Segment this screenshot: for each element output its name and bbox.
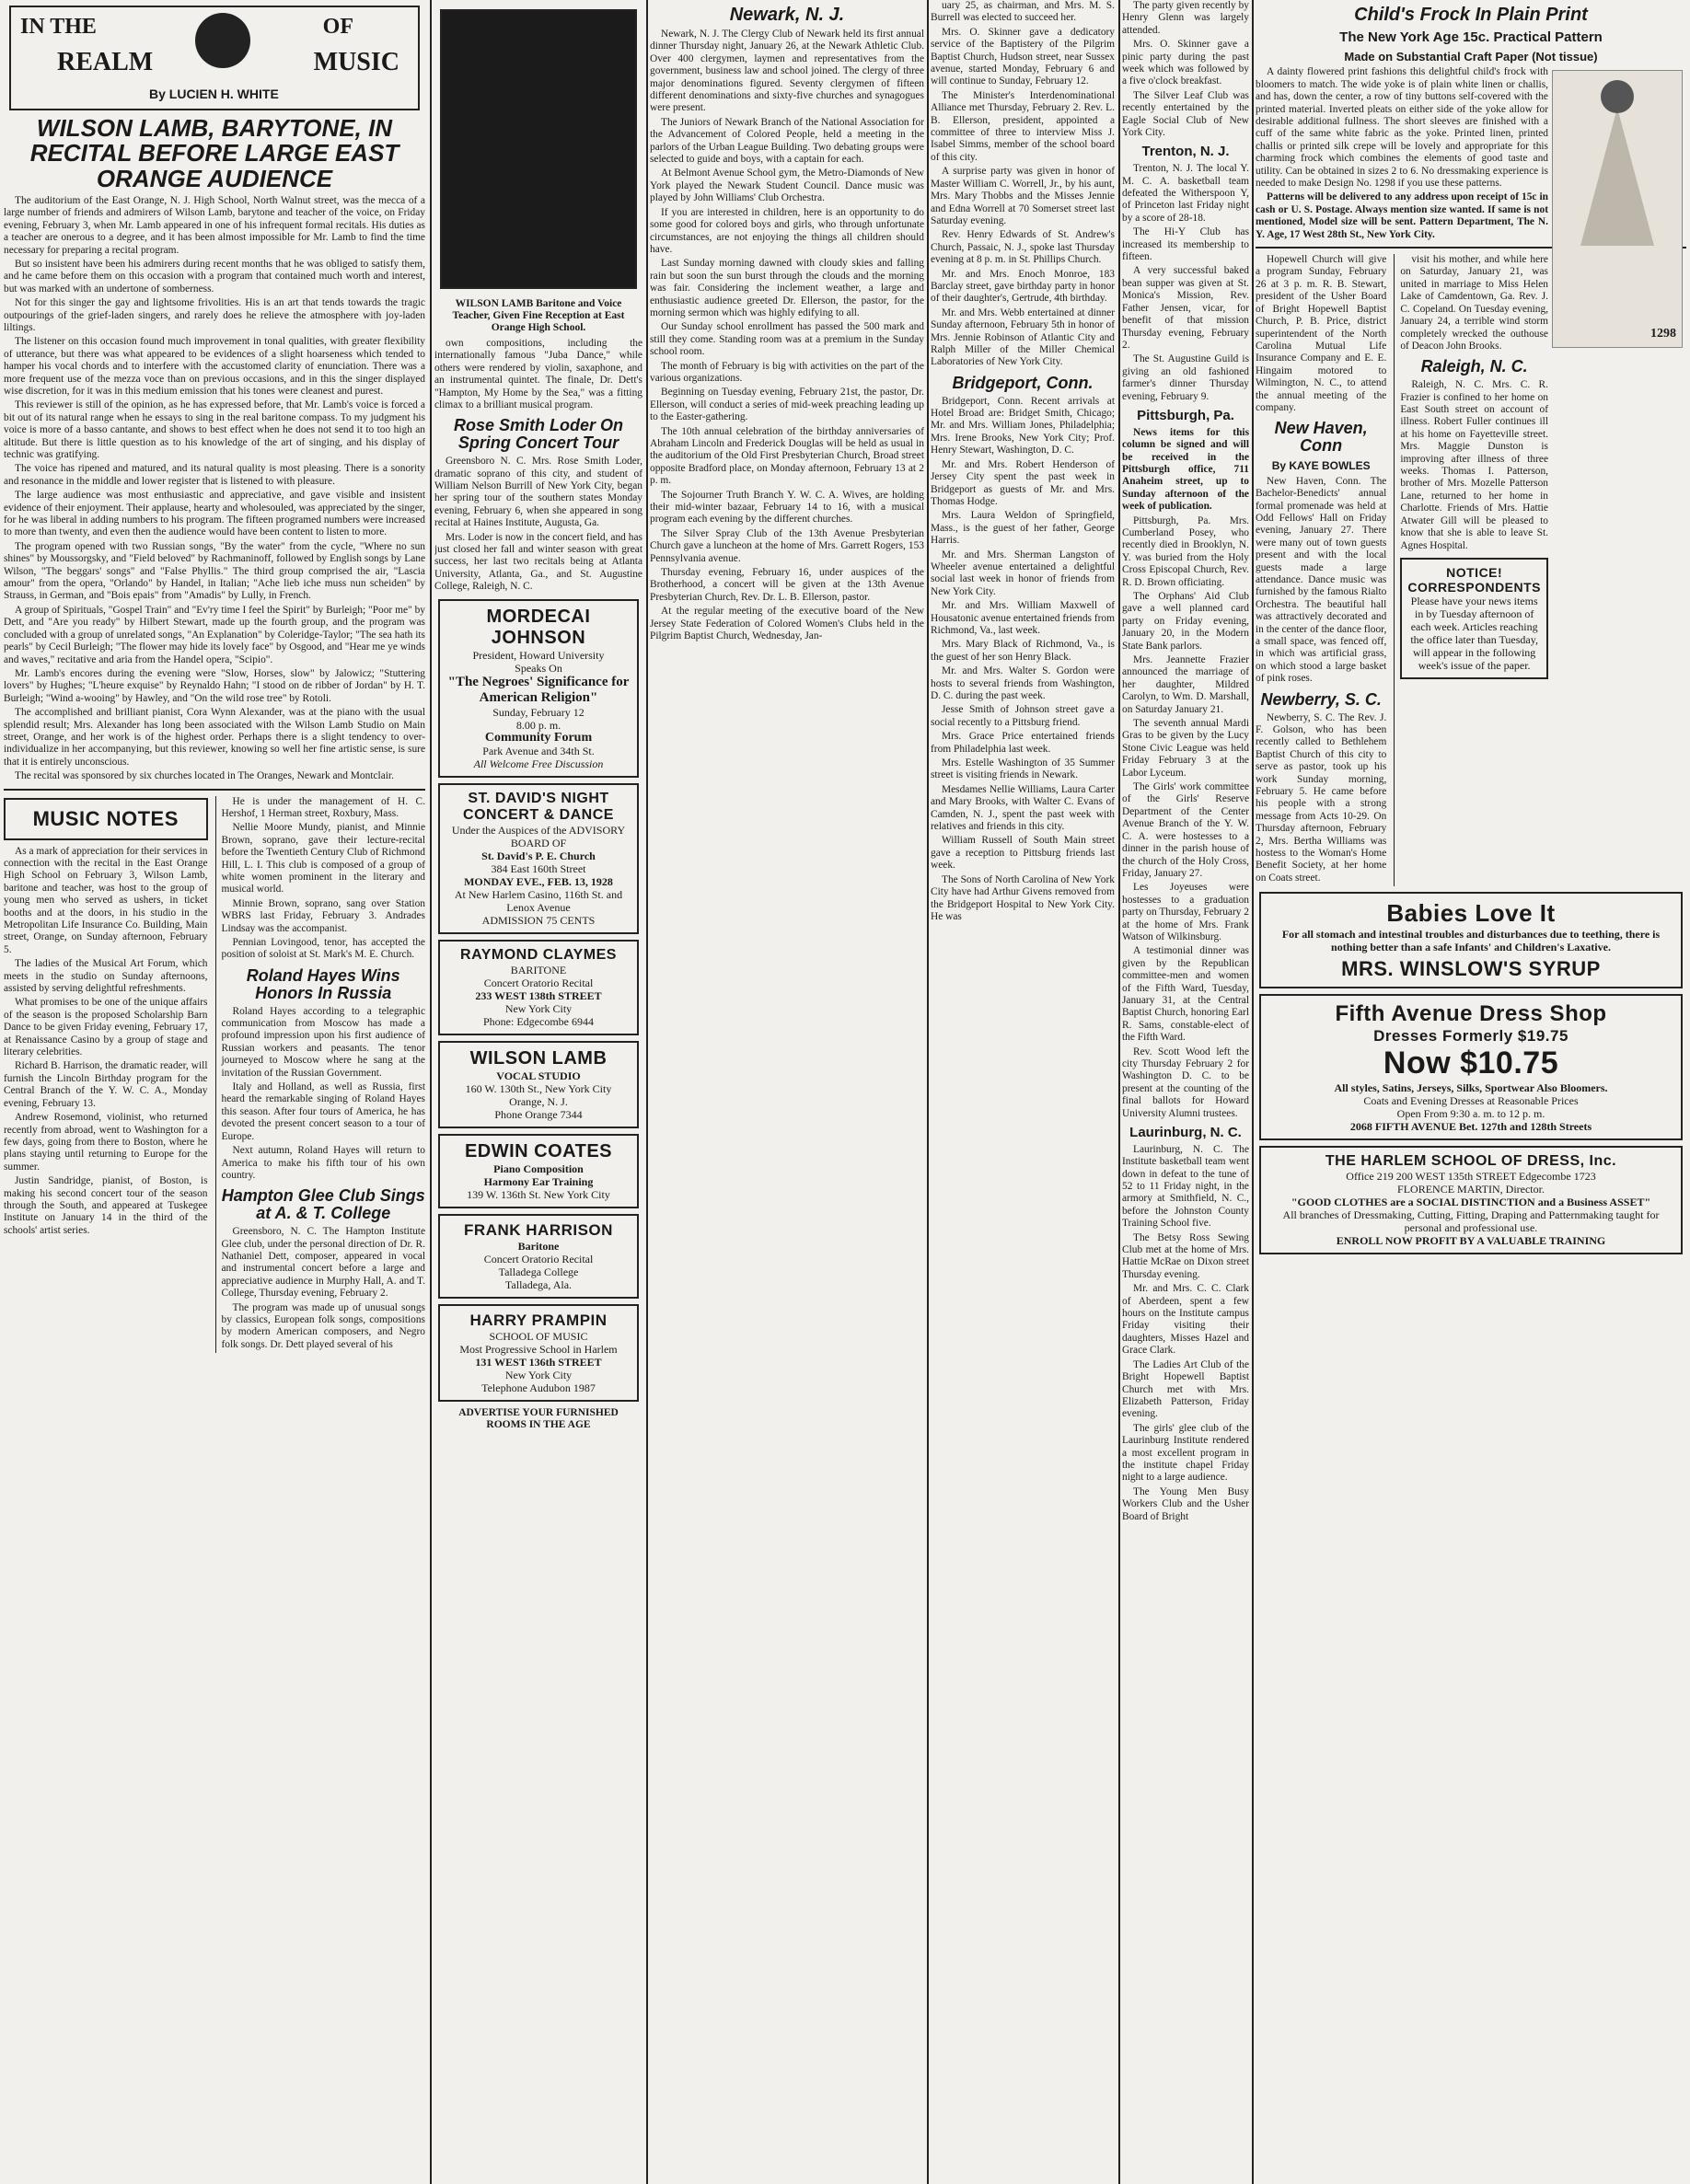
paragraph: Mr. and Mrs. C. C. Clark of Aberdeen, spent a few hours on the Institute campus Friday visiting their daughters, Misses Hazel and Grace Clark. [1122,1283,1249,1357]
paragraph: Newark, N. J. The Clergy Club of Newark held its first annual dinner Thursday night, January 26, at the Newark Athletic Club. Over 400 clergymen, laymen and representatives from the government, business law and school joined. The clergy of three major denominations figured. Seventy clergymen of fifteen different denominations and sixty-five churches and synagogues were present. [650,29,924,114]
paragraph: Rev. Scott Wood left the city Thursday February 2 for Washington D. C. to be present at the counting of the final ballots for Howard University Alumni trustees. [1122,1046,1249,1119]
headline: WILSON LAMB, BARYTONE, IN RECITAL BEFORE LARGE EAST ORANGE AUDIENCE [29,114,399,192]
section-heading: Pittsburgh, Pa. [1137,407,1234,423]
ad-title: HARRY PRAMPIN [469,1311,608,1329]
paragraph: The Sojourner Truth Branch Y. W. C. A. Wives, are holding their mid-winter bazaar, February 14 to 16, with a musical program each evening by the different churches. [650,489,924,526]
paragraph: Mr. and Mrs. William Maxwell of Housatonic avenue entertained friends from Richmond, Va., last week. [931,600,1115,636]
ad-title: FRANK HARRISON [464,1220,613,1239]
paragraph: If you are interested in children, here is an opportunity to do some good for colored boys and girls, who through unfortunate circumstances, are not enjoying the things all children should have. [650,206,924,255]
ad-title: WILSON LAMB [469,1047,608,1069]
ad-topic: "The Negroes' Significance for American Religion" [447,674,630,705]
paragraph: At Belmont Avenue School gym, the Metro-Diamonds of New York played the Newark Student Council. Dance music was played by John Williams' Club Orchestra. [650,168,924,204]
ad-line: Concert Oratorio Recital [483,976,594,989]
masthead-word: IN THE [20,15,97,39]
paragraph: own compositions, including the internationally famous "Juba Dance," while others were rendered by violin, saxaphone, and an instrumental quintet. The finale, Dr. Dett's "Hampton, My Home by the Sea," was a fitting climax to a brilliant musical program. [434,338,642,411]
paragraph: A testimonial dinner was given by the Republican committee-men and women of the Fifth Ward, Tuesday, January 31, at the Central Baptist Church, honoring Earl R. Sams, constable-elect of the Fifth Ward. [1122,945,1249,1044]
column-bridgeport [931,0,1115,2184]
masthead-realm-of-music [9,6,420,110]
ad-line: Coats and Evening Dresses at Reasonable Prices [1363,1094,1579,1108]
paragraph: Greensboro, N. C. The Hampton Institute Glee club, under the personal direction of Dr. R. Nathaniel Dett, composer, appeared in vocal and instrumental concert before a large and appreciative audience in Murphy Hall, A. and T. College, Thursday evening, February 2. [221,1226,425,1300]
ad-line: Orange, N. J. [509,1094,568,1108]
ad-price-was: Dresses Formerly $19.75 [1373,1027,1568,1046]
ad-line: Most Progressive School in Harlem [459,1342,618,1356]
paragraph: Mrs. O. Skinner gave a dedicatory service of the Baptistery of the Pilgrim Baptist Church, Hudson street, near Sussex avenue, started Monday, February 6 and will continue to Sunday, February 12. [931,26,1115,87]
paragraph: The Minister's Interdenominational Alliance met Thursday, February 2. Rev. L. B. Ellerson, president, appointed a committee of three to interview Miss J. Isabel Simms, member of the school board of this city. [931,89,1115,163]
ad-title: CONCERT & DANCE [463,806,614,823]
byline: By LUCIEN H. WHITE [149,87,279,101]
ad-line: ENROLL NOW PROFIT BY A VALUABLE TRAINING [1336,1234,1606,1248]
editor-note: News items for this column be signed and will be received in the Pittsburgh office, 711 Anaheim street, up to Sunday afternoon of the week of publication. [1122,426,1249,513]
paragraph: The Silver Spray Club of the 13th Avenue Presbyterian Church gave a luncheon at the home of Mrs. Garrett Rogers, 153 Pennsylvania avenue. [650,527,924,564]
paragraph: The voice has ripened and matured, and its natural quality is most pleasing. There is a sonority and resonance in the middle and lower register that is listened to with pleasure. [4,463,425,487]
paragraph: At the regular meeting of the executive board of the New Jersey State Federation of Colored Women's Clubs held in the Pilgrim Baptist Church, Wednesday, Jan- [650,606,924,642]
notice-text: Please have your news items in by Tuesday afternoon of each week. Articles reaching the office later than Tuesday, will appear in the following week's issue of the paper. [1410,594,1538,672]
column-trenton-pittsburgh [1122,0,1249,2184]
section-heading: New Haven, Conn [1274,419,1368,456]
ad-harry-prampin [438,1304,639,1402]
ad-line: All Welcome Free Discussion [473,757,604,770]
section-heading: Rose Smith Loder On Spring Concert Tour [453,416,624,453]
paragraph: Italy and Holland, as well as Russia, first heard the remarkable singing of Roland Hayes this season. After four tours of America, he has devoted the present concert season to a tour of Europe. [221,1081,425,1142]
pattern-paper-note: Made on Substantial Craft Paper (Not tissue) [1344,49,1598,64]
paragraph: This reviewer is still of the opinion, as he has expressed before, that Mr. Lamb's voice is forced a bit out of its natural range when he essays to sing in the real baritone compass. To my judgment his voice is more of a basso cantante, and shows to best effect when he does not send it to too high an altitude. But there is little question as to his knowledge of the art of singing, and his display of technic was gratifying. [4,399,425,461]
ad-line: 131 WEST 136th STREET [475,1355,602,1369]
section-heading: Newberry, S. C. [1260,689,1382,709]
paragraph: Mrs. Loder is now in the concert field, and has just closed her fall and winter season with great success, her last two recitals being at Atlanta University, Atlanta, Ga., and St. Augustine College, Raleigh, N. C. [434,531,642,593]
paragraph: A group of Spirituals, "Gospel Train" and "Ev'ry time I feel the Spirit" by Burleigh; "Poor me" by Dett, and "Are you ready" by Hilbert Stewart, made up the fourth group, and the program was concluded with a group of unrelated songs, "An Explanation" by Coleridge-Taylor; "The sea hath its pearls" by Cecil Burleigh; "The flower may hide its lovely face" by Osgood, and "Hear me ye winds and waves," recitative and aria from the Handel opera, "Scipio". [4,604,425,665]
ad-line: Phone Orange 7344 [494,1107,583,1121]
ad-line: New York City [504,1368,573,1381]
ad-line: FLORENCE MARTIN, Director. [1397,1183,1545,1196]
ad-line: Harmony Ear Training [483,1174,594,1188]
ad-line: For all stomach and intestinal troubles and disturbances due to teething, there is nothing better than a safe Infants' and Children's Laxative. [1281,928,1661,954]
ad-line: 233 WEST 138th STREET [475,988,602,1002]
ad-brand: MRS. WINSLOW'S SYRUP [1341,957,1601,981]
paragraph: The Ladies Art Club of the Bright Hopewell Baptist Church met with Mrs. Elizabeth Patterson, Friday evening. [1122,1358,1249,1420]
paragraph: Pennian Lovingood, tenor, has accepted the position of soloist at St. Mark's M. E. Church. [221,937,425,961]
paragraph: New Haven, Conn. The Bachelor-Benedicts' annual formal promenade was held at Odd Fellows' Hall on Friday evening, January 27. There were many out of town guests present and with the local guests made a large attendance. Dance music was furnished by the famous Rialto Orchestra. The beautiful hall was attractively decorated and in the center of the dance floor, a small space, was fenced off, in which was artificial grass, on which stood a large basket of pink roses. [1256,475,1387,685]
paragraph: The Sons of North Carolina of New York City have had Arthur Givens removed from the Bridgeport Hospital to New York City. He was [931,873,1115,922]
ad-line: Phone: Edgecombe 6944 [483,1014,594,1028]
ad-line: Park Avenue and 34th St. [482,744,595,757]
ad-line: Concert Oratorio Recital [483,1252,594,1265]
notice-heading: NOTICE! CORRESPONDENTS [1407,564,1542,595]
article-body [4,195,425,783]
paragraph: William Russell of South Main street gave a reception to Pittsburg friends last week. [931,835,1115,872]
masthead-word: MUSIC [313,48,399,76]
ad-raymond-claymes [438,940,639,1035]
ad-line: 384 East 160th Street [491,861,586,875]
paragraph: Jesse Smith of Johnson street gave a social recently to a Pittsburg friend. [931,704,1115,728]
ad-line: Talladega, Ala. [504,1277,573,1291]
column-rule [1252,0,1254,2184]
paragraph: The ladies of the Musical Art Forum, which meets in the studio on Sunday afternoons, assisted by serving delightful refreshments. [4,958,208,995]
ad-st-davids [438,783,639,934]
paragraph: The Girls' work committee of the Girls' Reserve Department of the Center Avenue Branch of the Y. W. C. A. were hostesses to a dinner in the parish house of the church of the Holy Cross, Friday, January 27. [1122,781,1249,879]
paragraph: He is under the management of H. C. Hershof, 1 Herman street, Roxbury, Mass. [221,795,425,819]
paragraph: But so insistent have been his admirers during recent months that he was obliged to satisfy them, and he came before them on this occasion with a program that contained much worth and interest, but was marked with an undertone of somberness. [4,258,425,295]
column-rule [1118,0,1120,2184]
ad-line: Baritone [517,1239,560,1253]
paragraph: Mrs. Jeannette Frazier announced the marriage of her daughter, Mildred Carolyn, to Wm. D. Marshall, on Saturday January 21. [1122,654,1249,715]
paragraph: Mrs. Mary Black of Richmond, Va., is the guest of her son Henry Black. [931,639,1115,663]
paragraph: Greensboro N. C. Mrs. Rose Smith Loder, dramatic soprano of this city, and student of William Nelson Burrill of New York City, began her spring tour of the southern states Monday evening, February 6, when she appeared in song recital at Haines Institute, Augusta, Ga. [434,456,642,529]
ad-line: MONDAY EVE., FEB. 13, 1928 [464,874,613,888]
paragraph: The Orphans' Aid Club gave a well planned card party on Friday evening, January 20, in the Modern State Bank parlors. [1122,590,1249,652]
paragraph: As a mark of appreciation for their services in connection with the recital in the East Orange High School on February 3, Wilson Lamb, baritone and teacher, was host to the group of young men who served as ushers, in ticket booths and at the doors, in his studio in the Metropolitan Life Insurance Co. Building, Main street, Orange, on Sunday afternoon, February 5. [4,845,208,955]
notice-box [1400,558,1548,679]
divider [4,789,425,791]
paragraph: The 10th annual celebration of the birthday anniversaries of Abraham Lincoln and Frederick Douglas will be held as usual in the auditorium of the Old First Presbyterian Church, Broad street opposite Bradford place, on Monday afternoon, February 13 at 2 p. m. [650,425,924,487]
photo-caption: WILSON LAMB Baritone and Voice Teacher, Given Fine Reception at East Orange High School. [452,298,625,333]
section-heading: Newark, N. J. [729,5,845,25]
paragraph: The listener on this occasion found much improvement in tonal qualities, with greater flexibility of utterance, but there was what appeared to be evidences of a slight hoarseness which tended to hamper his vocal chords and to interfere with the accustomed clarity of enunciation. There was a more frequent use of the mezza voce than on previous occasions, and in this the singer displayed wise discretion, for it was in this medium emission that his tones were cleanest and purest. [4,336,425,397]
section-heading: MUSIC NOTES [32,806,179,830]
paragraph: Mr. Lamb's encores during the evening were "Slow, Horses, slow" by Jalowicz; "Stuttering lovers" by Hughes; "L'heure exquise" by Reynaldo Hahn; "I stood on de ribber of Jordan" by H. T. Burleigh; "Wind a-wooing" by Hawley, and "On the wild rose tree" by Rotoli. [4,667,425,704]
ad-edwin-coates [438,1134,639,1208]
masthead-ornament-icon [195,13,250,68]
pattern-subheading: The New York Age 15c. Practical Pattern [1339,29,1603,45]
column-pattern-ads [1256,0,1686,2184]
ad-line: St. David's P. E. Church [481,849,596,862]
paragraph: Richard B. Harrison, the dramatic reader, will furnish the Lincoln Birthday program for the Central Branch of the Y. W. C. A., Monday evening, February 13. [4,1060,208,1109]
paragraph: The Silver Leaf Club was recently entertained by the Eagle Social Club of New York City. [1122,89,1249,139]
paragraph: Mr. and Mrs. Enoch Monroe, 183 Barclay street, gave birthday party in honor of their daughter's, Gertrude, 4th birthday. [931,268,1115,305]
ad-line: 2068 FIFTH AVENUE Bet. 127th and 128th Streets [1349,1120,1592,1134]
paragraph: Mr. and Mrs. Webb entertained at dinner Sunday afternoon, February 5th in honor of Mrs. Jennie Robinson of Atlantic City and Ralph Miller of the Miller Chemical Laboratories of New York City. [931,306,1115,368]
ad-title: Babies Love It [1386,899,1556,928]
paragraph: The Juniors of Newark Branch of the National Association for the Advancement of Colored People, held a meeting in the parlors of the Urban League Building. Two debating groups were selected to guide and boys, with a captain for each. [650,116,924,166]
music-notes-heading-box [4,798,208,840]
section-heading: Laurinburg, N. C. [1129,1125,1242,1141]
ad-frank-harrison [438,1214,639,1299]
paragraph: Newberry, S. C. The Rev. J. F. Golson, who has been recently called to Bethlehem Baptist Church of this city to serve as pastor, took up his work Sunday morning, February 5. He came before his people with a strong message from Acts 10-29. On Thursday afternoon, February 2, Mrs. Bertha Williams was hostess to the Woman's Home Benefit Society, at her home on Coats street. [1256,711,1387,884]
paragraph: Mr. and Mrs. Walter S. Gordon were hosts to several friends from Washington, D. C. during the past week. [931,665,1115,702]
ad-mordecai-johnson [438,599,639,778]
paragraph: The recital was sponsored by six churches located in The Oranges, Newark and Montclair. [15,770,394,782]
ad-line: Sunday, February 12 [492,705,585,719]
ad-wilson-lamb [438,1041,639,1128]
paragraph: Rev. Henry Edwards of St. Andrew's Church, Passaic, N. J., spoke last Thursday evening at 8 p. m. in St. Phillips Church. [931,229,1115,266]
paragraph: uary 25, as chairman, and Mrs. M. S. Burrell was elected to succeed her. [931,0,1115,24]
paragraph: Mrs. Estelle Washington of 35 Summer street is visiting friends in Newark. [931,757,1115,781]
paragraph: A surprise party was given in honor of Master William C. Worrell, Jr., by his aunt, Mrs. Mary Thobbs and the Misses Jennie and Edna Worrell at 70 Somerset street last Saturday evening. [931,166,1115,226]
paragraph: visit his mother, and while here on Saturday, January 21, was united in marriage to Miss Helen Lake of Camdentown, Ga. Rev. J. C. Copeland. On Tuesday evening, January 24, a terrible wind storm completely wrecked the outhouse of Deacon John Brooks. [1400,254,1548,352]
paragraph: The month of February is big with activities on the part of the various organizations. [650,360,924,384]
ad-title: RAYMOND CLAYMES [460,946,617,963]
paragraph: The party given recently by Henry Glenn was largely attended. [1122,0,1249,36]
ad-line: At New Harlem Casino, 116th St. and Lenox Avenue [454,887,623,914]
paragraph: Justin Sandridge, pianist, of Boston, is making his second concert tour of the season through the South, and appeared at Tuskegee Institute on January 14 in the third of the schools' artist series. [4,1175,208,1236]
paragraph: Minnie Brown, soprano, sang over Station WBRS last Friday, February 3. Andrades Lindsay was the accompanist. [221,897,425,934]
paragraph: Les Joyeuses were hostesses to a graduation party on Thursday, February 2 at the home of Mrs. Frank Watson of Wilkinsburg. [1122,882,1249,942]
ad-line: Under the Auspices of the ADVISORY BOARD OF [451,823,626,849]
advertise-notice: ADVERTISE YOUR FURNISHED ROOMS IN THE AGE [458,1406,619,1430]
column-rule [927,0,929,2184]
pattern-description: A dainty flowered print fashions this delightful child's frock with bloomers to match. The wide yoke is of plain white linen or challis, and has, down the center, a row of tiny buttons self-covered with the printed material. Inverted pleats on either side of the yoke allow for desirable additional fullness. The short sleeves are finished with a cuff of the same white fabric as the yoke. Printed linen, printed challis or printed silk crepe will be lovely and appropriate for this charming frock which combines the elements of good taste and utility. Can be obtained in sizes 2 to 6. No dressmaking experience is needed to make Design No. 1298 if you use these patterns. [1256,66,1548,190]
paragraph: Beginning on Tuesday evening, February 21st, the pastor, Dr. Ellerson, will conduct a series of mid-week preaching leading up to the Easter-gathering. [650,387,924,423]
paragraph: Laurinburg, N. C. The Institute basketball team went down in defeat to the tune of 52 to 11 Friday night, in the armory at Smithfield, N. C., before the Johnston County Training School five. [1122,1143,1249,1230]
paragraph: The Hi-Y Club has increased its membership to fifteen. [1122,226,1249,263]
paragraph: Andrew Rosemond, violinist, who returned recently from abroad, went to Washington for a few days, going from there to Boston, where he plans staying until returning to Europe for the summer. [4,1112,208,1173]
paragraph: The Betsy Ross Sewing Club met at the home of Mrs. Hattie McRae on Dixon street Thursday evening. [1122,1231,1249,1280]
ad-line: 160 W. 130th St., New York City [465,1081,612,1095]
ad-fifth-avenue-dress-shop [1259,994,1683,1140]
paragraph: Mesdames Nellie Williams, Laura Carter and Mary Brooks, with Walter C. Evans of Camden, N. J., spent the past week with relatives and friends in this city. [931,783,1115,833]
paragraph: The auditorium of the East Orange, N. J. High School, North Walnut street, was the mecca of a large number of friends and admirers of Wilson Lamb, barytone and teacher of the voice, on Friday evening, February 3, when Mr. Lamb appeared in one of his infrequent formal recitals. His duties as a teacher are onerous to a degree, and it has been almost impossible for Mr. Lamb to find the time necessary for preparing a recital program. [4,194,425,256]
ad-line: 8.00 p. m. [515,718,561,732]
pattern-number: 1298 [1650,327,1676,341]
paragraph: The program opened with two Russian songs, "By the water" from the cycle, "Where no sun shines" by Moussorgsky, and "Field beloved" by Rachmaninoff, followed by English songs by Lane Wilson, "The beggars' songs" and "False Phyllis." The third group comprised the air, "Lascia amour" from the opera, "Orlando" by Handel, in Italian; "Ache lieb iche muss nun scheiden" by Strauss, in German, and "Bois epais" from "Amadis" by Lully, in French. [4,540,425,602]
ad-title: MORDECAI JOHNSON [486,606,591,648]
ad-babies-love-it [1259,892,1683,988]
paragraph: The large audience was most enthusiastic and appreciative, and gave visible and insistent evidence of their enjoyment. Their applause, hearty and wholesouled, was appreciated by the singer, for he was liberal in adding numbers to his program. The fifteen programed numbers were increased to more than twenty, and even then the audience would have been content to listen to more. [4,490,425,538]
column-newark [650,0,924,2184]
byline: By KAYE BOWLES [1271,459,1371,473]
dress-icon [1580,108,1654,246]
paragraph: Mrs. O. Skinner gave a pinic party during the past week which was followed by a five o'clock breakfast. [1122,39,1249,87]
ad-price-now: Now $10.75 [1383,1046,1559,1081]
ad-line: ADMISSION 75 CENTS [481,913,596,927]
pattern-heading: Child's Frock In Plain Print [1354,5,1588,25]
paragraph: Mr. and Mrs. Robert Henderson of Jersey City spent the past week in Bridgeport as guests of Mr. and Mrs. Thomas Hodge. [931,458,1115,507]
paragraph: Pittsburgh, Pa. Mrs. Cumberland Posey, who recently died in Brooklyn, N. Y. was buried from the Holy Cross Episcopal Church, Rev. R. D. Brown officiating. [1122,514,1249,588]
ad-line: SCHOOL OF MUSIC [489,1329,588,1343]
paragraph: Raleigh, N. C. Mrs. C. R. Frazier is confined to her home on East South street on account of illness. Robert Fuller continues ill at his home on Fayetteville street. Mrs. Maggie Dunston is improving after illness of three weeks. Thomas I. Patterson, brother of Mrs. Mozelle Patterson Lane, returned to her home in Charlotte. Friends of Mrs. Hattie Atwater Gill will be pleased to know that she is able to leave St. Agnes Hospital. [1400,379,1548,551]
ad-line: All branches of Dressmaking, Cutting, Fitting, Draping and Patternmaking taught for personal and professional use. [1282,1208,1660,1235]
ad-line: VOCAL STUDIO [496,1069,581,1082]
ad-line: Community Forum [484,730,593,745]
paragraph: Mrs. Laura Weldon of Springfield, Mass., is the guest of her father, George Harris. [931,510,1115,547]
ad-line: Piano Composition [493,1161,584,1175]
paragraph: Our Sunday school enrollment has passed the 500 mark and still they come. Standing room was at a premium in the Sunday school room. [650,321,924,358]
paragraph: The accomplished and brilliant pianist, Cora Wynn Alexander, was at the piano with the usual splendid result; Mrs. Alexander has long been associated with the Wilson Lamb Studio on Main street, Orange, and her work is of the highest order. Perhaps there is a slight tendency to over-individualize in her accompanying, but this reviewer, knowing so well her fine artistic sense, is sure that it is entirely unconscious. [4,707,425,768]
section-heading: Raleigh, N. C. [1420,357,1528,376]
ad-line: Open From 9:30 a. m. to 12 p. m. [1396,1107,1545,1121]
section-heading: Trenton, N. J. [1141,144,1230,160]
paragraph: Not for this singer the gay and lightsome frivolities. His is an art that tends towards the tragic outpourings of the grief-laden singers, and rarely does he relieve the atmosphere with joy-laden liltings. [4,297,425,333]
ad-line: Talladega College [498,1265,579,1278]
paragraph: Trenton, N. J. The local Y. M. C. A. basketball team defeated the Witherspoon Y, of Princeton last Friday night by a score of 28-18. [1122,163,1249,224]
masthead-word: OF [322,15,353,39]
paragraph: Nellie Moore Mundy, pianist, and Minnie Brown, soprano, gave their lecture-recital before the Twentieth Century Club of Richmond Hill, L. I. This club is composed of a group of white women prominent in the literary and musical world. [221,822,425,896]
ad-line: Office 219 200 WEST 135th STREET Edgecombe 1723 [1346,1170,1596,1184]
ad-title: THE HARLEM SCHOOL OF DRESS, Inc. [1325,1153,1617,1170]
ad-line: Speaks On [515,661,562,675]
paragraph: What promises to be one of the unique affairs of the season is the proposed Scholarship Barn Dance to be given Friday evening, February 17, at Renaissance Casino by a group of stage and literary celebrities. [4,997,208,1058]
section-heading: Bridgeport, Conn. [952,373,1094,392]
paragraph: Next autumn, Roland Hayes will return to America to make his fifth tour of his own country. [221,1145,425,1181]
section-heading: Roland Hayes Wins Honors In Russia [246,965,400,1002]
column-realm-of-music [4,0,425,2184]
paragraph: Hopewell Church will give a program Sunday, February 26 at 3 p. m. R. B. Stewart, president of the Usher Board of Bright Hopewell Baptist Church, P. B. Price, district superintendent of the North Carolina Mutual Life Insurance Company and E. E. Hingaim motored to Wilmington, N. C., to attend the annual meeting of the company. [1256,254,1387,413]
ad-title: EDWIN COATES [464,1140,613,1161]
paragraph: The St. Augustine Guild is giving an old fashioned farmer's dinner Thursday evening, February 9. [1122,353,1249,402]
ad-line: BARITONE [510,963,567,976]
ad-line: Telephone Audubon 1987 [481,1381,596,1394]
ad-line: President, Howard University [472,648,605,662]
paragraph: The girls' glee club of the Laurinburg Institute rendered a most excellent program in the institute chapel Friday night to a large audience. [1122,1422,1249,1484]
section-heading: Hampton Glee Club Sings at A. & T. College [221,1186,425,1223]
pattern-order-info: Patterns will be delivered to any address upon receipt of 15c in cash or U. S. Postage. Always mention size wanted. If same is not mentioned, Model size will be sent. Pattern Department, The N. Y. Age, 17 West 28th St., New York City. [1256,191,1548,240]
paragraph: The program was made up of unusual songs by classics, European folk songs, compositions by modern American composers, and Negro folk songs. Dr. Dett played several of his [221,1301,425,1350]
ad-harlem-school-of-dress [1259,1146,1683,1254]
paragraph: Bridgeport, Conn. Recent arrivals at Hotel Broad are: Bridget Smith, Chicago; Mr. and Mrs. William Jones, Philadelphia; Mrs. Irene Brooks, New York City; Prof. Henry Stewart, Washington, D. C. [931,395,1115,456]
paragraph: A very successful baked bean supper was given at St. Monica's Mission, Rev. Father Jensen, vicar, for benefit of that mission Thursday evening, February 2. [1122,265,1249,351]
column-rule [430,0,432,2184]
paragraph: The Young Men Busy Workers Club and the Usher Board of Bright [1122,1485,1249,1522]
masthead-word: REALM [57,48,154,76]
paragraph: The seventh annual Mardi Gras to be given by the Lucy Stone Civic League was held Friday February 3 at the Labor Lyceum. [1122,718,1249,779]
ad-line: All styles, Satins, Jerseys, Silks, Sportwear Also Bloomers. [1334,1081,1608,1095]
paragraph: Thursday evening, February 16, under auspices of the Brotherhood, a concert will be given at the 13th Avenue Presbyterian Church, Rev. Dr. L. B. Ellerson, pastor. [650,567,924,603]
paragraph: Mrs. Grace Price entertained friends from Philadelphia last week. [931,731,1115,755]
ad-title: Fifth Avenue Dress Shop [1335,1001,1607,1027]
ad-line: 139 W. 136th St. New York City [467,1187,610,1201]
child-frock-illustration [1552,70,1683,348]
column-rule [646,0,648,2184]
ad-title: ST. DAVID'S NIGHT [468,790,609,806]
paragraph: Last Sunday morning dawned with cloudy skies and falling rain but soon the sun burst through the clouds and the morning was fair. Considering the inclement weather, a large and enthusiastic audience greeted Dr. Ellerson, the pastor, for the morning sermon which was highly edifying to all. [650,258,924,318]
ad-line: "GOOD CLOTHES are a SOCIAL DISTINCTION and a Business ASSET" [1291,1196,1651,1209]
paragraph: Mr. and Mrs. Sherman Langston of Wheeler avenue entertained a delightful social last week in honor of friends from New York City. [931,549,1115,597]
portrait-photo [440,9,637,289]
ad-line: New York City [504,1001,573,1015]
paragraph: Roland Hayes according to a telegraphic communication from Moscow has made a profound impression upon his first audience of Russian workers and peasants. The tenor journeyed to Moscow where he sang at the invitation of the Russian Government. [221,1005,425,1079]
column-ads [434,0,642,2184]
